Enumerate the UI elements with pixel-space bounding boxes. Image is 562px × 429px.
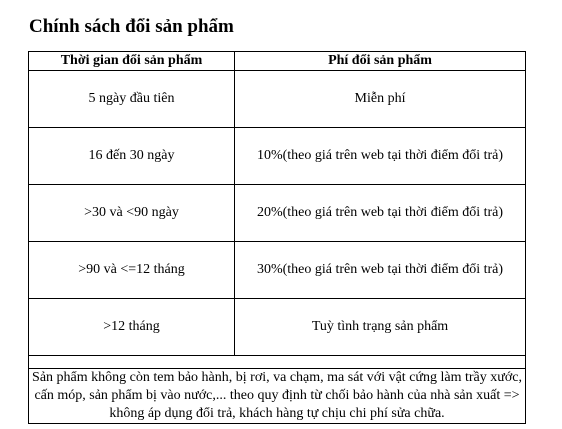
cell-fee: 30%(theo giá trên web tại thời điểm đổi trả) [235, 242, 526, 299]
header-return-period: Thời gian đổi sản phẩm [29, 52, 235, 71]
cell-period: >30 và <90 ngày [29, 185, 235, 242]
cell-fee: Tuỳ tình trạng sản phẩm [235, 299, 526, 356]
table-row [29, 185, 526, 242]
cell-period: >12 tháng [29, 299, 235, 356]
document-title: Chính sách đổi sản phẩm [29, 16, 234, 37]
cell-fee: 20%(theo giá trên web tại thời điểm đổi trả) [235, 185, 526, 242]
spacer-cell [29, 356, 526, 369]
table-row [29, 299, 526, 356]
return-policy-table [28, 51, 526, 424]
table-header-row [29, 52, 526, 71]
cell-period: >90 và <=12 tháng [29, 242, 235, 299]
cell-period: 5 ngày đầu tiên [29, 71, 235, 128]
header-return-fee: Phí đổi sản phẩm [235, 52, 526, 71]
table-spacer-row [29, 356, 526, 369]
table-row [29, 242, 526, 299]
table-note-row [29, 369, 526, 424]
table-row [29, 128, 526, 185]
cell-fee: 10%(theo giá trên web tại thời điểm đổi trả) [235, 128, 526, 185]
note-text: Sản phẩm không còn tem bảo hành, bị rơi, va chạm, ma sát với vật cứng làm trầy xước, cấn móp, sản phẩm bị vào nước,... theo quy định từ chối bảo hành của nhà sản xuất => không áp dụng đổi trả, khách hàng tự chịu chi phí sửa chữa. [29, 369, 526, 424]
cell-fee: Miễn phí [235, 71, 526, 128]
cell-period: 16 đến 30 ngày [29, 128, 235, 185]
table-row [29, 71, 526, 128]
